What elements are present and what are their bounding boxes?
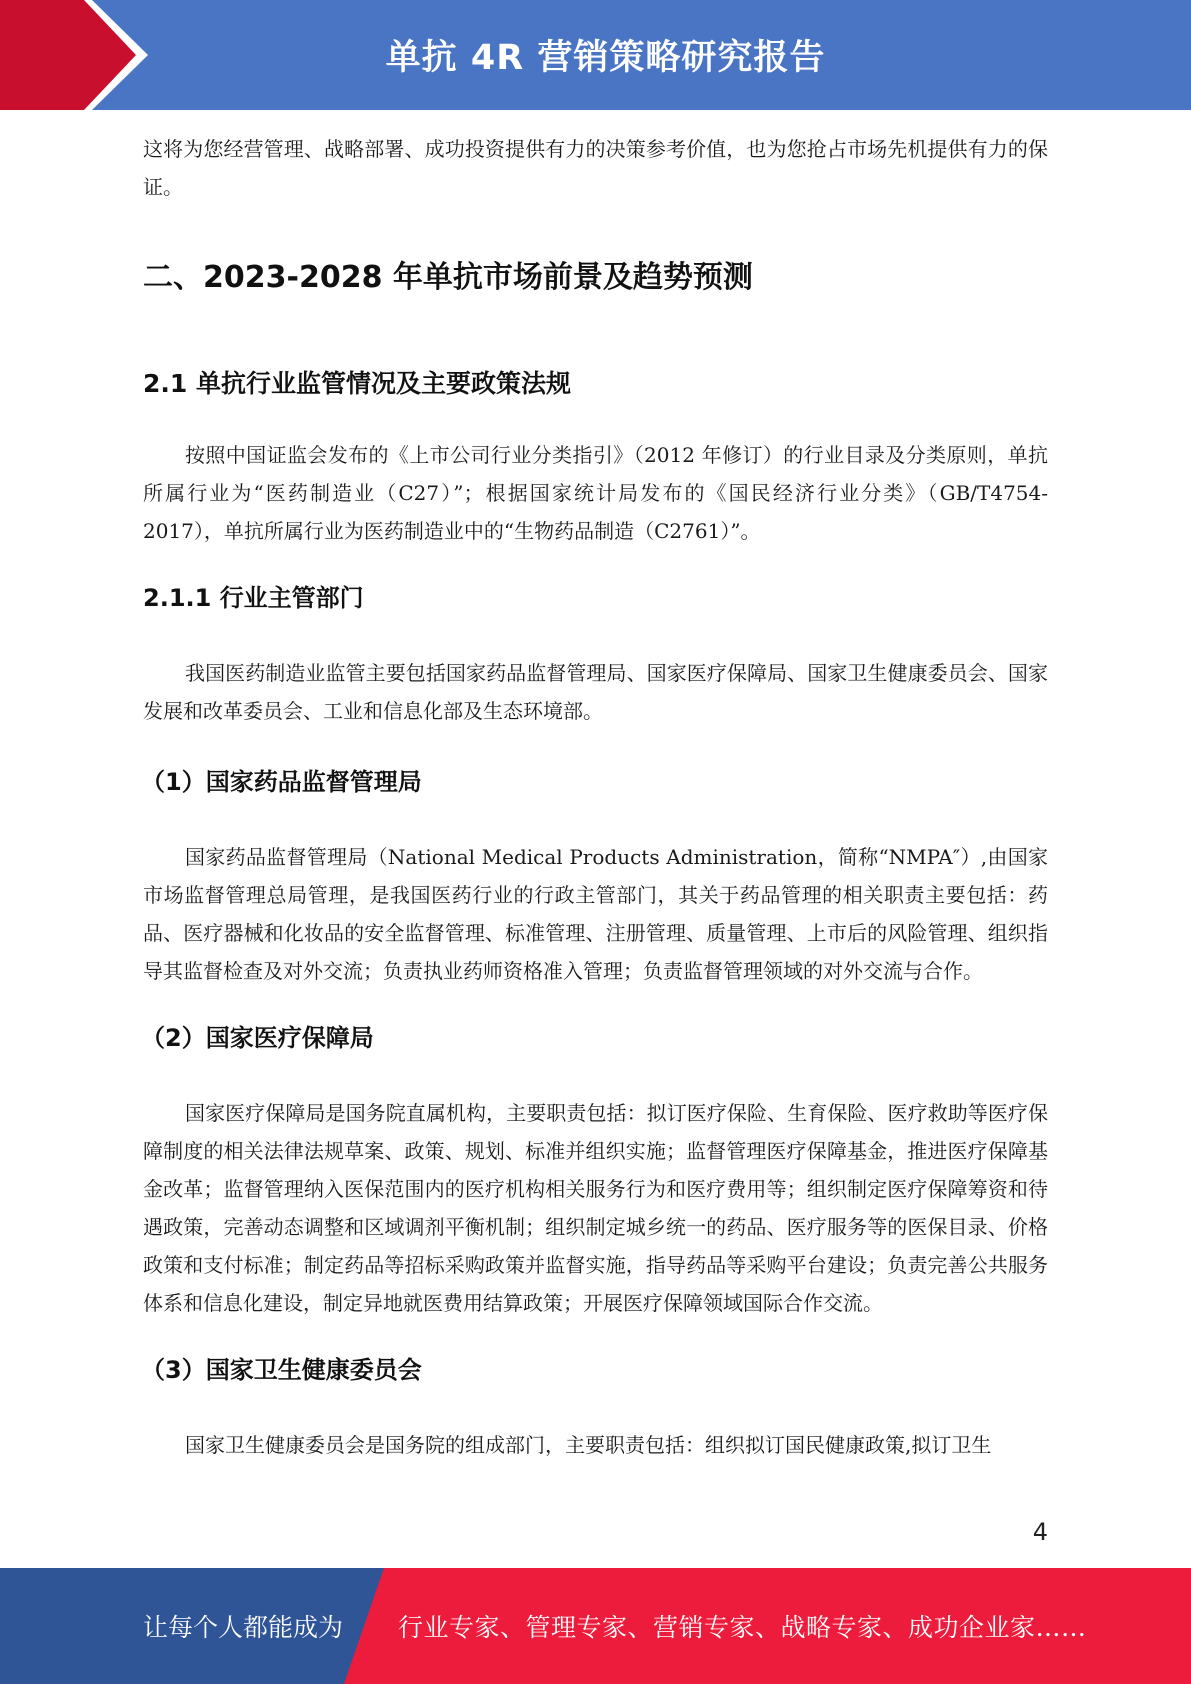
section-title: 二、2023-2028 年单抗市场前景及趋势预测 [143,260,753,295]
page-number: 4 [1032,1518,1048,1546]
subsubsection-paragraph: 我国医药制造业监管主要包括国家药品监督管理局、国家医疗保障局、国家卫生健康委员会、国家发展和改革委员会、工业和信息化部及生态环境部。 [143,661,1048,723]
item-text-nmpa: 国家药品监督管理局（National Medical Products Administration，简称“NMPA″）,由国家市场监督管理总局管理，是我国医药行业的行政主管部门，其关于药品管理的相关职责主要包括：药品、医疗器械和化妆品的安全监督管理、标准管理、注册管理、质量管理、上市后的风险管理、组织指导其监督检查及对外交流；负责执业药师资格准入管理；负责监督管理领域的对外交流与合作。 [143,845,1048,983]
item-heading-nhc: （3）国家卫生健康委员会 [141,1356,422,1384]
footer-slogan-right: 行业专家、管理专家、营销专家、战略专家、成功企业家…… [398,1613,1087,1642]
report-header [0,0,1191,110]
subsection-paragraph: 按照中国证监会发布的《上市公司行业分类指引》（2012 年修订）的行业目录及分类原则，单抗所属行业为“医药制造业（C27）”；根据国家统计局发布的《国民经济行业分类》（GB/T4754-2017），单抗所属行业为医药制造业中的“生物药品制造（C2761）”。 [143,443,1048,543]
footer-slogan-left: 让每个人都能成为 [143,1613,344,1642]
document-body [143,130,1048,1464]
item-heading-nmpa: （1）国家药品监督管理局 [141,768,422,796]
report-footer [0,1568,1191,1684]
item-heading-nhsa: （2）国家医疗保障局 [141,1024,374,1052]
subsubsection-title: 2.1.1 行业主管部门 [143,584,364,612]
item-text-nhc: 国家卫生健康委员会是国务院的组成部门，主要职责包括：组织拟订国民健康政策,拟订卫生 [185,1433,992,1457]
item-text-nhsa: 国家医疗保障局是国务院直属机构，主要职责包括：拟订医疗保险、生育保险、医疗救助等医疗保障制度的相关法律法规草案、政策、规划、标准并组织实施；监督管理医疗保障基金，推进医疗保障基金改革；监督管理纳入医保范围内的医疗机构相关服务行为和医疗费用等；组织制定医疗保障筹资和待遇政策，完善动态调整和区域调剂平衡机制；组织制定城乡统一的药品、医疗服务等的医保目录、价格政策和支付标准；制定药品等招标采购政策并监督实施，指导药品等采购平台建设；负责完善公共服务体系和信息化建设，制定异地就医费用结算政策；开展医疗保障领域国际合作交流。 [143,1101,1048,1315]
subsection-title: 2.1 单抗行业监管情况及主要政策法规 [143,369,571,398]
report-title: 单抗 4R 营销策略研究报告 [385,38,826,78]
intro-paragraph: 这将为您经营管理、战略部署、成功投资提供有力的决策参考价值，也为您抢占市场先机提供有力的保证。 [143,137,1048,199]
